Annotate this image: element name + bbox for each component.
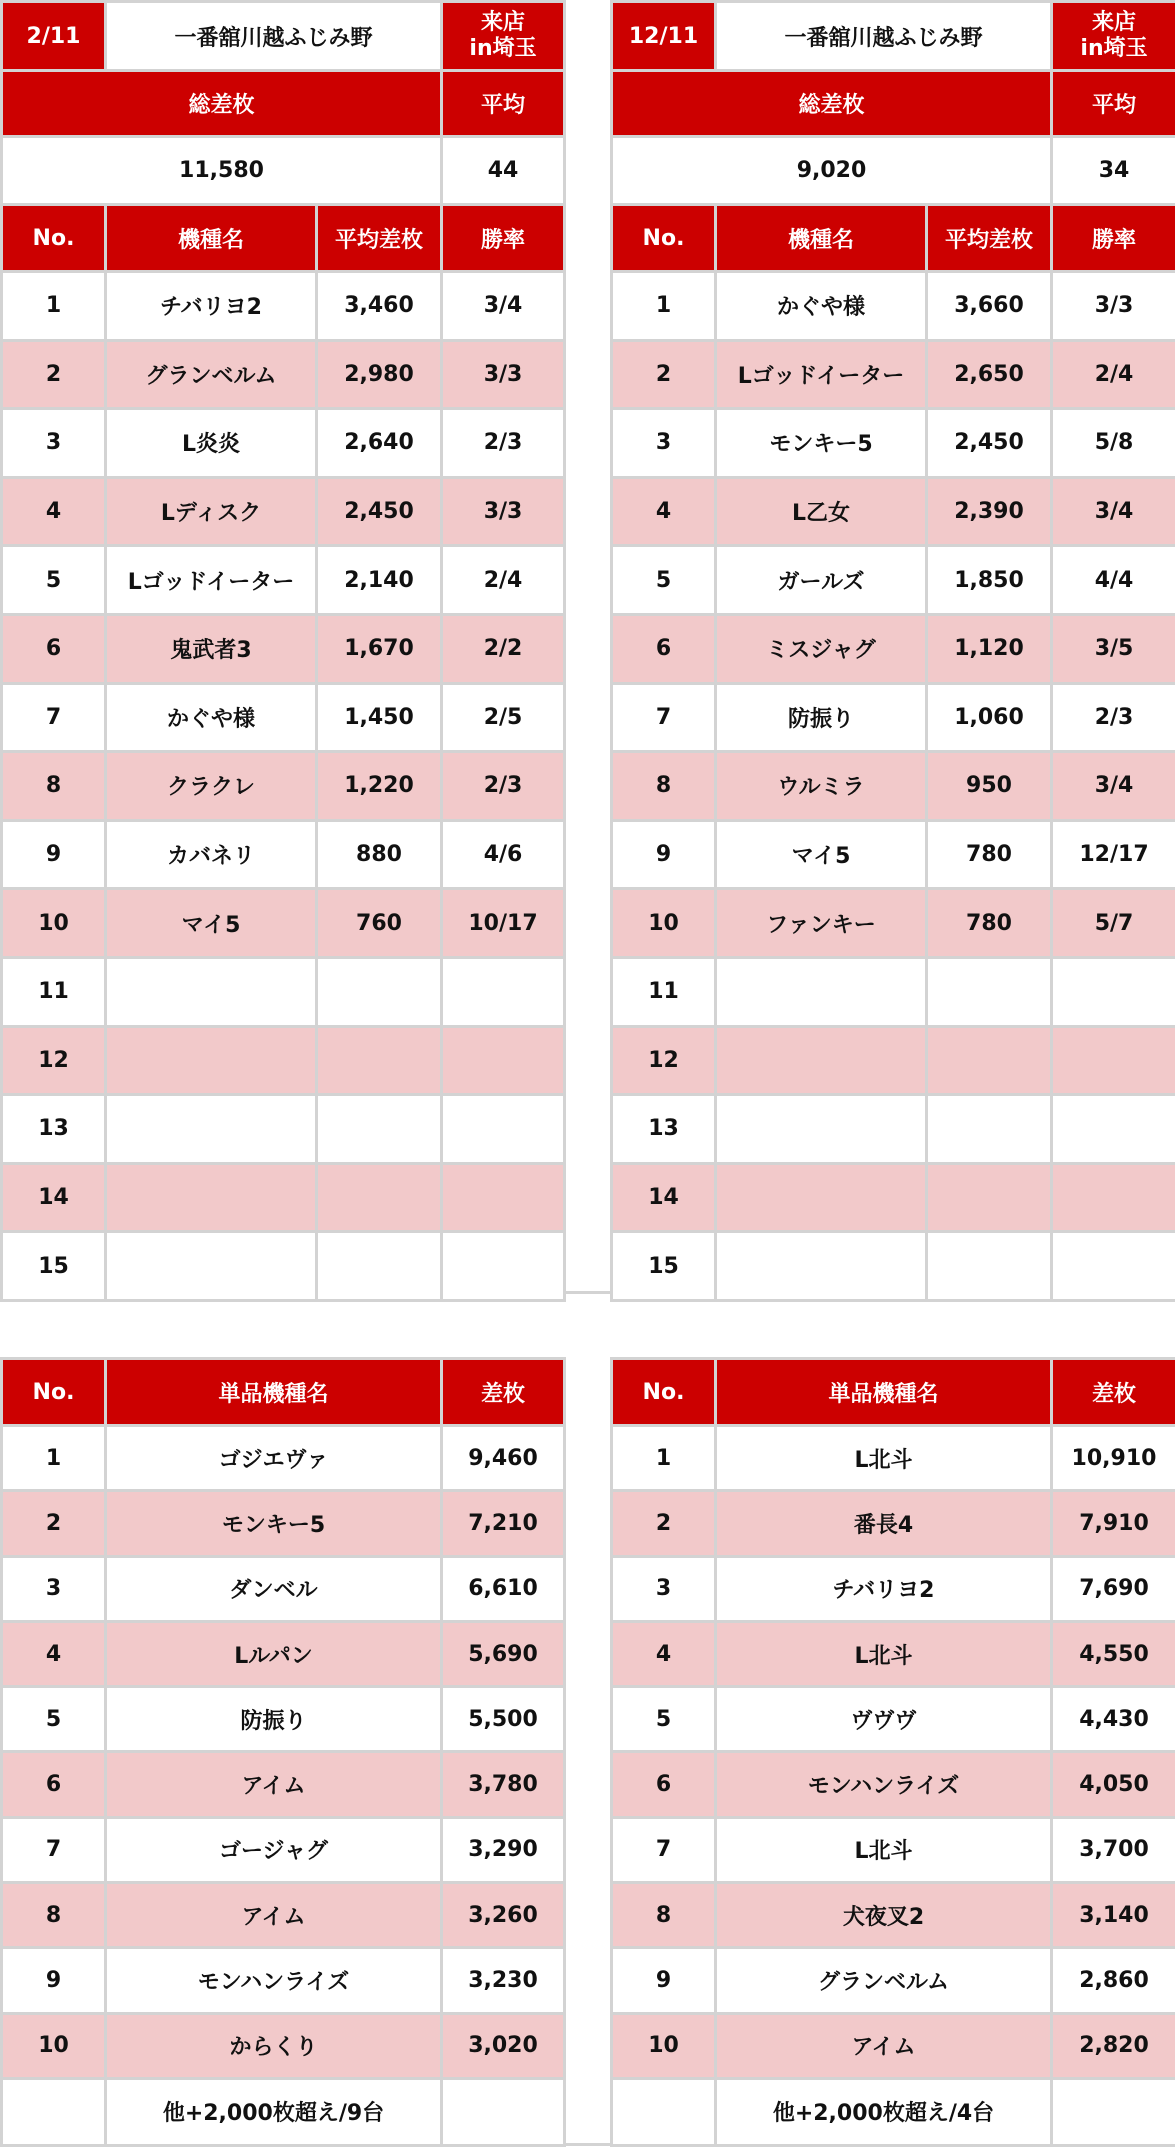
table-row <box>2 1687 565 1752</box>
model-name-cell: カバネリ <box>106 820 317 889</box>
model-name-cell <box>106 957 317 1026</box>
col-header-no: No. <box>612 205 716 272</box>
diff-cell: 3,290 <box>442 1817 565 1882</box>
rank-cell: 9 <box>2 820 106 889</box>
right-ranking-table <box>610 0 1175 1302</box>
model-name-cell: 犬夜叉2 <box>716 1883 1052 1948</box>
store-name: 一番舘川越ふじみ野 <box>106 2 442 71</box>
avg-diff-cell: 760 <box>317 889 442 958</box>
rank-cell: 4 <box>2 1621 106 1686</box>
table-row <box>2 889 565 958</box>
table-row <box>2 272 565 341</box>
col-header-win-rate: 勝率 <box>1052 205 1175 272</box>
table-row <box>612 683 1175 752</box>
table-row <box>612 1621 1175 1686</box>
table-row <box>612 272 1175 341</box>
model-name-cell: L北斗 <box>716 1817 1052 1882</box>
table-row <box>2 1621 565 1686</box>
win-rate-cell: 2/4 <box>442 546 565 615</box>
avg-diff-cell: 2,140 <box>317 546 442 615</box>
rank-cell: 3 <box>2 1556 106 1621</box>
win-rate-cell: 3/3 <box>442 340 565 409</box>
store-name: 一番舘川越ふじみ野 <box>716 2 1052 71</box>
model-name-cell: マイ5 <box>716 820 927 889</box>
table-row <box>2 1948 565 2013</box>
avg-diff-cell <box>317 957 442 1026</box>
model-name-cell <box>716 1026 927 1095</box>
diff-cell: 7,210 <box>442 1491 565 1556</box>
rank-cell: 4 <box>612 1621 716 1686</box>
model-name-cell: モンハンライズ <box>106 1948 442 2013</box>
table-row <box>2 546 565 615</box>
rank-cell: 7 <box>2 683 106 752</box>
diff-cell: 3,020 <box>442 2013 565 2078</box>
table-row <box>2 1883 565 1948</box>
model-name-cell: L北斗 <box>716 1621 1052 1686</box>
rank-cell: 2 <box>2 340 106 409</box>
win-rate-cell: 5/7 <box>1052 889 1175 958</box>
col-header-avg-diff: 平均差枚 <box>927 205 1052 272</box>
event-line-2: in埼玉 <box>1080 36 1148 61</box>
avg-diff-cell: 1,670 <box>317 614 442 683</box>
model-name-cell: ウルミラ <box>716 752 927 821</box>
win-rate-cell: 2/3 <box>442 752 565 821</box>
win-rate-cell <box>1052 1026 1175 1095</box>
col-header-win-rate: 勝率 <box>442 205 565 272</box>
table-row <box>612 1556 1175 1621</box>
win-rate-cell <box>442 1163 565 1232</box>
rank-cell: 5 <box>612 1687 716 1752</box>
model-name-cell: ゴジエヴァ <box>106 1426 442 1491</box>
model-name-cell: アイム <box>716 2013 1052 2078</box>
win-rate-cell: 3/3 <box>1052 272 1175 341</box>
rank-cell: 6 <box>612 1752 716 1817</box>
win-rate-cell: 2/5 <box>442 683 565 752</box>
model-name-cell <box>716 1163 927 1232</box>
win-rate-cell <box>1052 1095 1175 1164</box>
col-header-no: No. <box>2 1359 106 1426</box>
avg-diff-cell <box>927 1232 1052 1301</box>
right-single-machine-table <box>610 1357 1175 2147</box>
model-name-cell <box>106 1026 317 1095</box>
model-name-cell: ヴヴヴ <box>716 1687 1052 1752</box>
diff-cell: 4,430 <box>1052 1687 1175 1752</box>
table-row <box>2 957 565 1026</box>
diff-cell: 3,780 <box>442 1752 565 1817</box>
win-rate-cell <box>442 1232 565 1301</box>
event-line-1: 来店 <box>1092 10 1137 35</box>
table-row <box>2 1232 565 1301</box>
model-name-cell: グランベルム <box>716 1948 1052 2013</box>
win-rate-cell: 3/5 <box>1052 614 1175 683</box>
rank-cell: 11 <box>612 957 716 1026</box>
avg-diff-cell <box>927 1026 1052 1095</box>
table-row <box>2 1752 565 1817</box>
col-header-diff: 差枚 <box>1052 1359 1175 1426</box>
gap-bottom-line <box>563 1291 613 1294</box>
rank-cell: 8 <box>612 752 716 821</box>
rank-cell: 5 <box>2 1687 106 1752</box>
rank-cell: 1 <box>612 1426 716 1491</box>
avg-diff-cell <box>317 1095 442 1164</box>
table-row <box>2 1026 565 1095</box>
model-name-cell: L炎炎 <box>106 409 317 478</box>
table-row <box>2 1556 565 1621</box>
avg-diff-cell: 1,450 <box>317 683 442 752</box>
diff-cell: 7,910 <box>1052 1491 1175 1556</box>
rank-cell: 7 <box>612 1817 716 1882</box>
event-label <box>442 2 565 71</box>
win-rate-cell: 3/4 <box>1052 752 1175 821</box>
table-row <box>612 409 1175 478</box>
col-header-single-model: 単品機種名 <box>716 1359 1052 1426</box>
rank-cell: 14 <box>2 1163 106 1232</box>
col-header-no: No. <box>612 1359 716 1426</box>
diff-cell: 4,550 <box>1052 1621 1175 1686</box>
table-row <box>612 1426 1175 1491</box>
table-row <box>2 683 565 752</box>
model-name-cell: からくり <box>106 2013 442 2078</box>
rank-cell: 9 <box>2 1948 106 2013</box>
avg-diff-cell: 2,650 <box>927 340 1052 409</box>
model-name-cell: Lゴッドイーター <box>716 340 927 409</box>
rank-cell: 3 <box>612 409 716 478</box>
rank-cell: 11 <box>2 957 106 1026</box>
table-row <box>612 1817 1175 1882</box>
rank-cell: 10 <box>612 889 716 958</box>
avg-diff-cell <box>927 957 1052 1026</box>
diff-cell: 4,050 <box>1052 1752 1175 1817</box>
footer-no-cell <box>612 2078 716 2145</box>
rank-cell: 6 <box>2 1752 106 1817</box>
rank-cell: 2 <box>612 1491 716 1556</box>
model-name-cell: モンハンライズ <box>716 1752 1052 1817</box>
table-gap <box>563 0 613 1294</box>
diff-cell: 2,820 <box>1052 2013 1175 2078</box>
rank-cell: 7 <box>612 683 716 752</box>
model-name-cell <box>106 1095 317 1164</box>
win-rate-cell: 3/4 <box>442 272 565 341</box>
table-row <box>612 477 1175 546</box>
win-rate-cell: 3/3 <box>442 477 565 546</box>
win-rate-cell: 5/8 <box>1052 409 1175 478</box>
table-row <box>2 1095 565 1164</box>
footer-note: 他+2,000枚超え/4台 <box>716 2078 1052 2145</box>
diff-cell: 3,140 <box>1052 1883 1175 1948</box>
rank-cell: 13 <box>2 1095 106 1164</box>
rank-cell: 4 <box>612 477 716 546</box>
footer-note: 他+2,000枚超え/9台 <box>106 2078 442 2145</box>
diff-cell: 5,690 <box>442 1621 565 1686</box>
model-name-cell <box>106 1232 317 1301</box>
avg-diff-cell: 1,850 <box>927 546 1052 615</box>
table-row <box>2 477 565 546</box>
average-label: 平均 <box>442 71 565 137</box>
model-name-cell: 防振り <box>716 683 927 752</box>
diff-cell: 5,500 <box>442 1687 565 1752</box>
avg-diff-cell: 880 <box>317 820 442 889</box>
table-row <box>612 1948 1175 2013</box>
win-rate-cell: 10/17 <box>442 889 565 958</box>
win-rate-cell: 2/3 <box>1052 683 1175 752</box>
table-row <box>612 1491 1175 1556</box>
diff-cell: 10,910 <box>1052 1426 1175 1491</box>
model-name-cell: Lゴッドイーター <box>106 546 317 615</box>
table-row <box>612 1095 1175 1164</box>
table-row <box>612 1232 1175 1301</box>
win-rate-cell: 12/17 <box>1052 820 1175 889</box>
diff-cell: 7,690 <box>1052 1556 1175 1621</box>
diff-cell: 2,860 <box>1052 1948 1175 2013</box>
date-label: 2/11 <box>2 2 106 71</box>
rank-cell: 6 <box>2 614 106 683</box>
rank-cell: 3 <box>2 409 106 478</box>
avg-diff-cell <box>927 1163 1052 1232</box>
rank-cell: 3 <box>612 1556 716 1621</box>
event-line-1: 来店 <box>481 10 526 35</box>
col-header-diff: 差枚 <box>442 1359 565 1426</box>
table-row <box>2 340 565 409</box>
rank-cell: 1 <box>2 272 106 341</box>
win-rate-cell <box>442 957 565 1026</box>
table-row <box>612 752 1175 821</box>
table-row <box>2 409 565 478</box>
win-rate-cell: 4/6 <box>442 820 565 889</box>
model-name-cell: L乙女 <box>716 477 927 546</box>
avg-diff-cell <box>317 1026 442 1095</box>
model-name-cell: アイム <box>106 1752 442 1817</box>
rank-cell: 10 <box>612 2013 716 2078</box>
win-rate-cell <box>1052 1163 1175 1232</box>
total-diff-label: 総差枚 <box>612 71 1052 137</box>
col-header-no: No. <box>2 205 106 272</box>
win-rate-cell <box>1052 1232 1175 1301</box>
rank-cell: 4 <box>2 477 106 546</box>
table-row <box>2 1817 565 1882</box>
total-diff-value: 9,020 <box>612 137 1052 205</box>
table-row <box>612 1163 1175 1232</box>
model-name-cell: ダンベル <box>106 1556 442 1621</box>
col-header-avg-diff: 平均差枚 <box>317 205 442 272</box>
avg-diff-cell: 2,450 <box>927 409 1052 478</box>
avg-diff-cell: 780 <box>927 889 1052 958</box>
model-name-cell: モンキー5 <box>716 409 927 478</box>
rank-cell: 12 <box>2 1026 106 1095</box>
footer-no-cell <box>2 2078 106 2145</box>
model-name-cell: モンキー5 <box>106 1491 442 1556</box>
table-row <box>2 2013 565 2078</box>
rank-cell: 5 <box>2 546 106 615</box>
col-header-model: 機種名 <box>106 205 317 272</box>
average-label: 平均 <box>1052 71 1175 137</box>
avg-diff-cell <box>927 1095 1052 1164</box>
left-single-machine-table <box>0 1357 566 2147</box>
total-diff-label: 総差枚 <box>2 71 442 137</box>
rank-cell: 2 <box>612 340 716 409</box>
rank-cell: 5 <box>612 546 716 615</box>
avg-diff-cell: 2,390 <box>927 477 1052 546</box>
col-header-single-model: 単品機種名 <box>106 1359 442 1426</box>
footer-diff-cell <box>1052 2078 1175 2145</box>
rank-cell: 13 <box>612 1095 716 1164</box>
rank-cell: 9 <box>612 820 716 889</box>
model-name-cell <box>716 1232 927 1301</box>
diff-cell: 3,230 <box>442 1948 565 2013</box>
table-row <box>2 614 565 683</box>
rank-cell: 10 <box>2 2013 106 2078</box>
win-rate-cell: 2/3 <box>442 409 565 478</box>
rank-cell: 9 <box>612 1948 716 2013</box>
model-name-cell: ゴージャグ <box>106 1817 442 1882</box>
table-row <box>612 957 1175 1026</box>
single-table-gap <box>563 1357 613 2146</box>
win-rate-cell: 2/4 <box>1052 340 1175 409</box>
avg-diff-cell: 3,660 <box>927 272 1052 341</box>
model-name-cell: 鬼武者3 <box>106 614 317 683</box>
table-row <box>2 1426 565 1491</box>
model-name-cell: 防振り <box>106 1687 442 1752</box>
avg-diff-cell: 2,980 <box>317 340 442 409</box>
table-row <box>612 889 1175 958</box>
rank-cell: 10 <box>2 889 106 958</box>
average-value: 44 <box>442 137 565 205</box>
table-row <box>612 340 1175 409</box>
model-name-cell: Lルパン <box>106 1621 442 1686</box>
avg-diff-cell: 780 <box>927 820 1052 889</box>
table-row <box>612 1687 1175 1752</box>
diff-cell: 6,610 <box>442 1556 565 1621</box>
total-diff-value: 11,580 <box>2 137 442 205</box>
avg-diff-cell: 1,060 <box>927 683 1052 752</box>
model-name-cell: ファンキー <box>716 889 927 958</box>
rank-cell: 8 <box>2 752 106 821</box>
model-name-cell: マイ5 <box>106 889 317 958</box>
avg-diff-cell: 3,460 <box>317 272 442 341</box>
rank-cell: 14 <box>612 1163 716 1232</box>
model-name-cell <box>106 1163 317 1232</box>
rank-cell: 15 <box>612 1232 716 1301</box>
table-row <box>612 1752 1175 1817</box>
table-row <box>2 752 565 821</box>
win-rate-cell: 2/2 <box>442 614 565 683</box>
event-label <box>1052 2 1175 71</box>
model-name-cell: ミスジャグ <box>716 614 927 683</box>
win-rate-cell <box>442 1095 565 1164</box>
model-name-cell: Lディスク <box>106 477 317 546</box>
rank-cell: 12 <box>612 1026 716 1095</box>
avg-diff-cell: 950 <box>927 752 1052 821</box>
model-name-cell: かぐや様 <box>106 683 317 752</box>
table-row <box>612 2013 1175 2078</box>
rank-cell: 1 <box>612 272 716 341</box>
model-name-cell <box>716 1095 927 1164</box>
rank-cell: 2 <box>2 1491 106 1556</box>
diff-cell: 3,260 <box>442 1883 565 1948</box>
model-name-cell <box>716 957 927 1026</box>
rank-cell: 6 <box>612 614 716 683</box>
win-rate-cell <box>1052 957 1175 1026</box>
table-row <box>612 614 1175 683</box>
rank-cell: 8 <box>612 1883 716 1948</box>
model-name-cell: クラクレ <box>106 752 317 821</box>
avg-diff-cell: 1,220 <box>317 752 442 821</box>
win-rate-cell: 4/4 <box>1052 546 1175 615</box>
model-name-cell: かぐや様 <box>716 272 927 341</box>
table-row <box>2 820 565 889</box>
avg-diff-cell: 2,640 <box>317 409 442 478</box>
model-name-cell: チバリヨ2 <box>716 1556 1052 1621</box>
model-name-cell: ガールズ <box>716 546 927 615</box>
table-row <box>612 1883 1175 1948</box>
average-value: 34 <box>1052 137 1175 205</box>
model-name-cell: グランベルム <box>106 340 317 409</box>
left-ranking-table <box>0 0 566 1302</box>
date-label: 12/11 <box>612 2 716 71</box>
model-name-cell: L北斗 <box>716 1426 1052 1491</box>
rank-cell: 8 <box>2 1883 106 1948</box>
model-name-cell: チバリヨ2 <box>106 272 317 341</box>
model-name-cell: 番長4 <box>716 1491 1052 1556</box>
diff-cell: 9,460 <box>442 1426 565 1491</box>
model-name-cell: アイム <box>106 1883 442 1948</box>
col-header-model: 機種名 <box>716 205 927 272</box>
footer-diff-cell <box>442 2078 565 2145</box>
rank-cell: 1 <box>2 1426 106 1491</box>
win-rate-cell <box>442 1026 565 1095</box>
rank-cell: 7 <box>2 1817 106 1882</box>
table-row <box>2 1491 565 1556</box>
table-row <box>612 1026 1175 1095</box>
event-line-2: in埼玉 <box>469 36 537 61</box>
table-row <box>612 820 1175 889</box>
avg-diff-cell <box>317 1232 442 1301</box>
avg-diff-cell: 2,450 <box>317 477 442 546</box>
win-rate-cell: 3/4 <box>1052 477 1175 546</box>
diff-cell: 3,700 <box>1052 1817 1175 1882</box>
table-row <box>612 546 1175 615</box>
avg-diff-cell: 1,120 <box>927 614 1052 683</box>
table-row <box>2 1163 565 1232</box>
rank-cell: 15 <box>2 1232 106 1301</box>
avg-diff-cell <box>317 1163 442 1232</box>
